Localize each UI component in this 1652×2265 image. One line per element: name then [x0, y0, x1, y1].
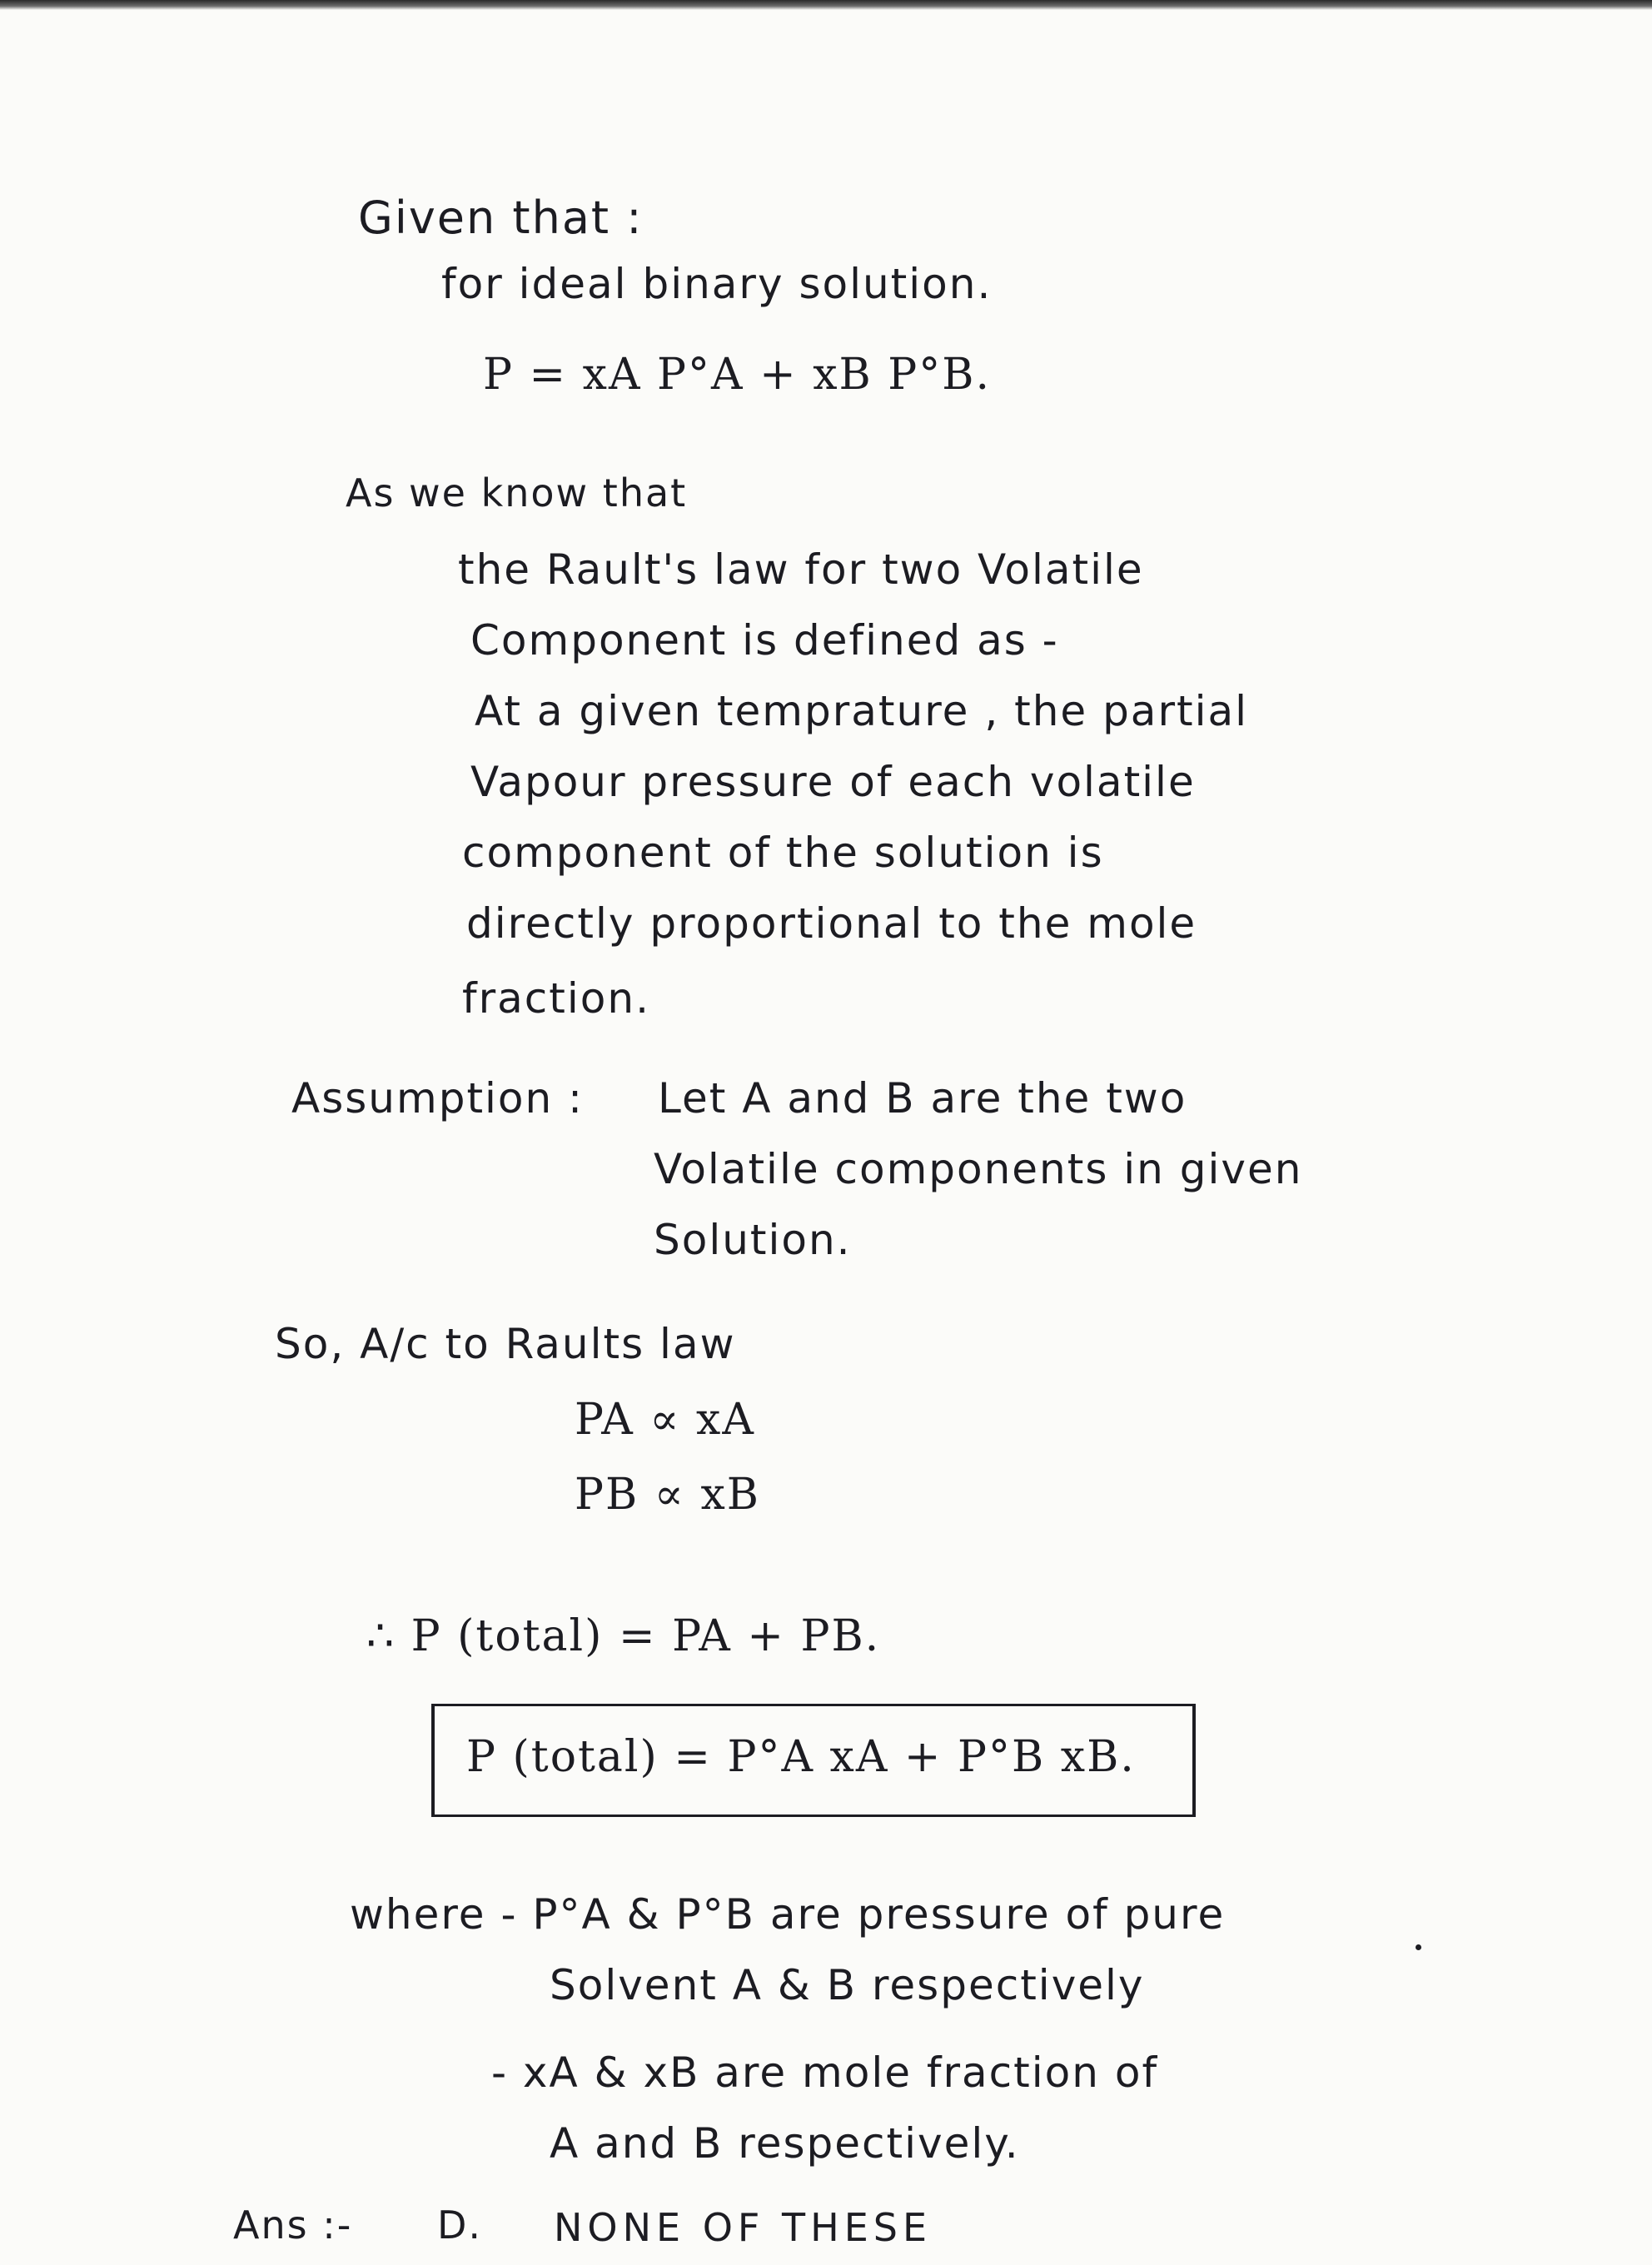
total-pressure-sum: ∴ P (total) = PA + PB.: [366, 1611, 881, 1661]
know-intro: As we know that: [346, 470, 688, 515]
given-heading: Given that :: [358, 192, 644, 244]
where-line-4: A and B respectively.: [550, 2119, 1020, 2168]
assumption-line-1: Let A and B are the two: [658, 1074, 1187, 1123]
where-line-3: - xA & xB are mole fraction of: [491, 2048, 1159, 2097]
answer-option: D.: [437, 2203, 483, 2248]
know-line-7: fraction.: [462, 974, 650, 1023]
know-line-5: component of the solution is: [462, 829, 1104, 877]
answer-text: NONE OF THESE: [554, 2205, 933, 2250]
know-line-3: At a given temprature , the partial: [475, 687, 1249, 735]
know-line-4: Vapour pressure of each volatile: [470, 758, 1196, 806]
answer-label: Ans :-: [233, 2203, 353, 2248]
page-top-edge: [0, 0, 1652, 10]
raoult-relation-b: PB ∝ xB: [575, 1470, 760, 1520]
assumption-line-2: Volatile components in given: [654, 1145, 1303, 1193]
assumption-label: Assumption :: [291, 1074, 584, 1123]
given-equation: P = xA P°A + xB P°B.: [483, 350, 991, 400]
where-line-2: Solvent A & B respectively: [550, 1961, 1145, 2009]
ink-speck: [1416, 1944, 1421, 1950]
where-line-1: where - P°A & P°B are pressure of pure: [350, 1890, 1226, 1939]
raoult-relation-a: PA ∝ xA: [575, 1395, 755, 1445]
know-line-6: directly proportional to the mole: [466, 899, 1197, 948]
know-line-2: Component is defined as -: [470, 616, 1059, 665]
total-pressure-formula: P (total) = P°A xA + P°B xB.: [466, 1732, 1136, 1782]
assumption-line-3: Solution.: [654, 1216, 852, 1264]
given-context: for ideal binary solution.: [441, 260, 993, 308]
raoult-intro: So, A/c to Raults law: [275, 1320, 736, 1368]
know-line-1: the Rault's law for two Volatile: [458, 545, 1144, 594]
